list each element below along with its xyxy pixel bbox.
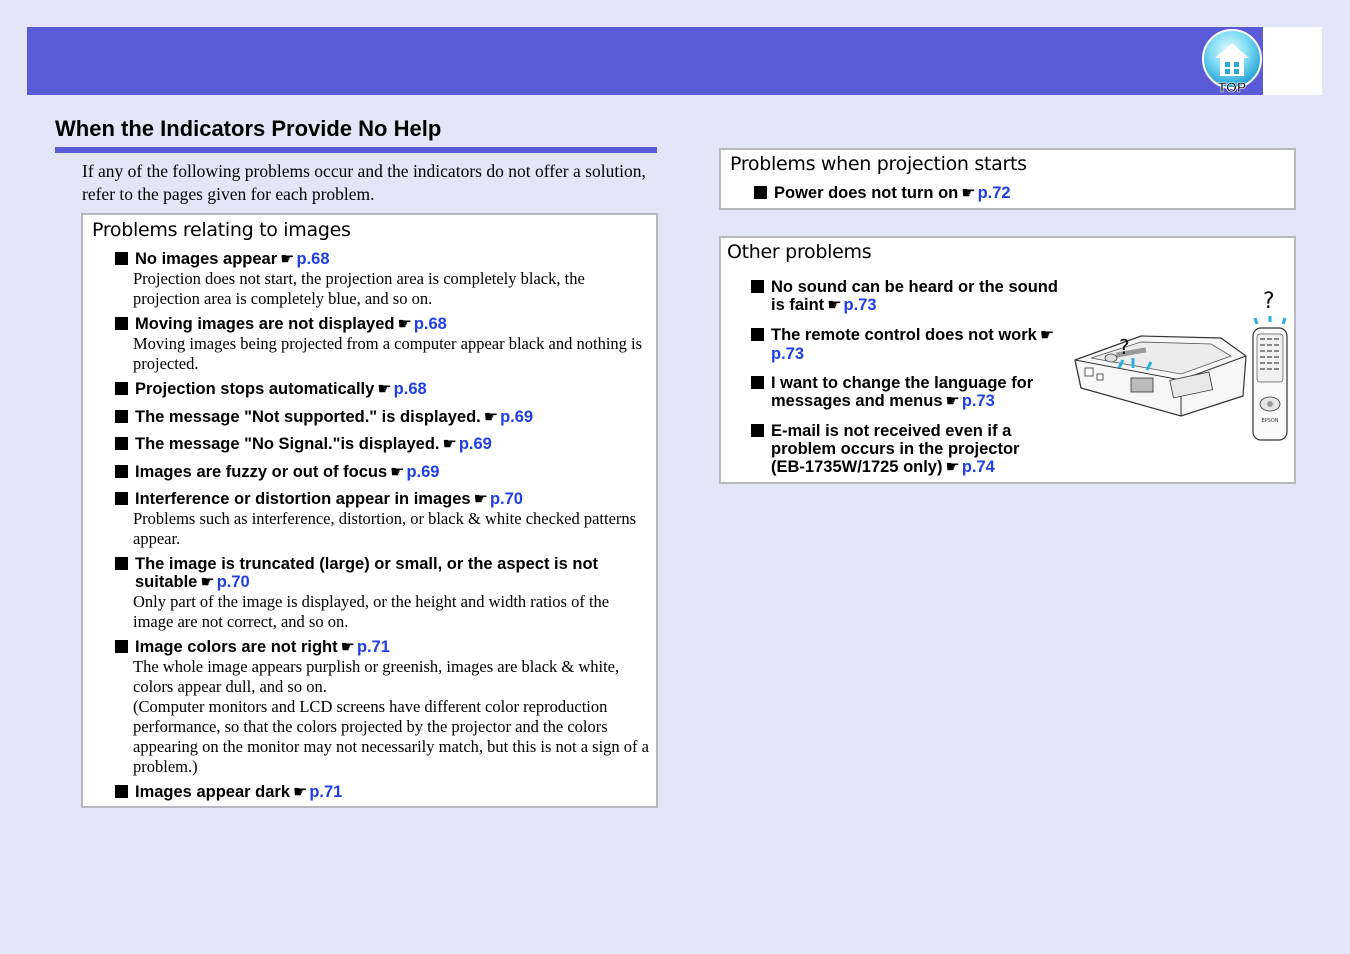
list-item [115,555,645,632]
pointing-hand-icon: ☛ [961,185,976,202]
projection-box-title: Problems when projection starts [730,153,1027,175]
item-label: Moving images are not displayed [135,315,395,333]
list-item [115,250,645,309]
images-box-title: Problems relating to images [92,219,351,241]
page-link[interactable]: p.73 [771,345,805,363]
item-label: The remote control does not work [771,326,1037,344]
pointing-hand-icon: ☛ [397,316,412,333]
bullet-square-icon [751,376,764,389]
item-label: No sound can be heard or the sound is faint [771,278,1058,314]
pointing-hand-icon: ☛ [377,381,392,398]
page-link[interactable]: p.73 [961,392,995,410]
header-bar [27,27,1263,95]
page-title: When the Indicators Provide No Help [55,116,442,141]
pointing-hand-icon: ☛ [442,436,457,453]
item-label: Power does not turn on [774,184,959,202]
svg-text:?: ? [1263,289,1275,314]
item-label: Images appear dark [135,783,290,801]
top-button[interactable] [1201,28,1263,94]
item-label: No images appear [135,250,278,268]
svg-text:TOP: TOP [1217,79,1247,94]
page-link[interactable]: p.69 [500,408,534,426]
item-label: Projection stops automatically [135,380,375,398]
bullet-square-icon [115,640,128,653]
list-item [115,435,645,454]
item-label: Interference or distortion appear in images [135,490,471,508]
other-box-title: Other problems [727,241,872,263]
projection-problems-box [719,148,1296,210]
page-link[interactable]: p.68 [296,250,330,268]
svg-text:EPSON: EPSON [1261,418,1279,424]
page-link[interactable]: p.69 [458,435,492,453]
pointing-hand-icon: ☛ [473,491,488,508]
page-link[interactable]: p.73 [843,296,877,314]
pointing-hand-icon: ☛ [1039,327,1055,344]
pointing-hand-icon: ☛ [483,409,499,426]
intro-text: If any of the following problems occur and the indicators do not offer a solution, refer to the pages given for each problem. [82,161,646,204]
bullet-square-icon [115,252,128,265]
item-description: Projection does not start, the projection area is completely black, the projection area is completely blue, and so on. [133,269,585,308]
item-label: The message "No Signal."is displayed. [135,435,440,453]
pointing-hand-icon: ☛ [340,639,355,656]
page-link[interactable]: p.74 [961,458,995,476]
page-link[interactable]: p.68 [393,380,427,398]
list-item [115,408,645,427]
title-underline [55,147,657,153]
item-note: (Computer monitors and LCD screens have different color reproduction performance, so that the colors projected by the projector and the colors appearing on the monitor may not necessarily match, but this is not a sign of a problem.) [133,697,649,776]
page-link[interactable]: p.71 [309,783,343,801]
item-description: Only part of the image is displayed, or the height and width ratios of the image are not correct, and so on. [133,592,610,631]
page-link[interactable]: p.68 [413,315,447,333]
images-problems-box [81,213,658,808]
bullet-square-icon [751,328,764,341]
bullet-square-icon [754,186,767,199]
svg-text:?: ? [1119,335,1130,359]
list-item [115,490,645,549]
projector-icon [1075,335,1246,416]
item-label: Images are fuzzy or out of focus [135,463,388,481]
bullet-square-icon [115,317,128,330]
list-item [751,374,1061,411]
list-item [751,278,1059,315]
pointing-hand-icon: ☛ [390,464,405,481]
page-link[interactable]: p.70 [216,573,250,591]
list-item [751,326,1061,363]
bullet-square-icon [115,492,128,505]
remote-control-icon [1253,289,1287,440]
bullet-square-icon [115,382,128,395]
page-link[interactable]: p.71 [356,638,390,656]
list-item [115,380,645,399]
page-link[interactable]: p.72 [977,184,1011,202]
pointing-hand-icon: ☛ [945,393,960,410]
list-item [115,463,645,482]
bullet-square-icon [751,424,764,437]
bullet-square-icon [751,280,764,293]
item-label: E-mail is not received even if a problem occurs in the projector (EB-1735W/1725 only) [771,422,1020,476]
item-label: I want to change the language for messages and menus [771,374,1034,410]
bullet-square-icon [115,557,128,570]
bullet-square-icon [115,437,128,450]
bullet-square-icon [115,410,128,423]
list-item [754,184,1274,203]
item-label: The image is truncated (large) or small, or the aspect is not suitable [135,555,599,591]
list-item [115,783,645,802]
pointing-hand-icon: ☛ [200,574,215,591]
item-label: The message "Not supported." is displayed. [135,408,481,426]
pointing-hand-icon: ☛ [293,784,308,801]
pointing-hand-icon: ☛ [827,297,842,314]
bullet-square-icon [115,465,128,478]
other-problems-box [719,236,1296,484]
pointing-hand-icon: ☛ [945,459,960,476]
item-description: The whole image appears purplish or greenish, images are black & white, colors appear dull, and so on. [133,657,620,696]
item-label: Image colors are not right [135,638,338,656]
item-description: Moving images being projected from a computer appear black and nothing is projected. [133,334,643,373]
item-description: Problems such as interference, distortion, or black & white checked patterns appear. [133,509,637,548]
home-icon [1201,28,1263,94]
page-link[interactable]: p.70 [489,490,523,508]
list-item [115,315,645,374]
projector-remote-illustration [1071,288,1291,448]
pointing-hand-icon: ☛ [280,251,295,268]
page-link[interactable]: p.69 [406,463,440,481]
list-item [115,638,650,777]
header-bar-end [1263,27,1322,95]
list-item [751,422,1051,477]
bullet-square-icon [115,785,128,798]
